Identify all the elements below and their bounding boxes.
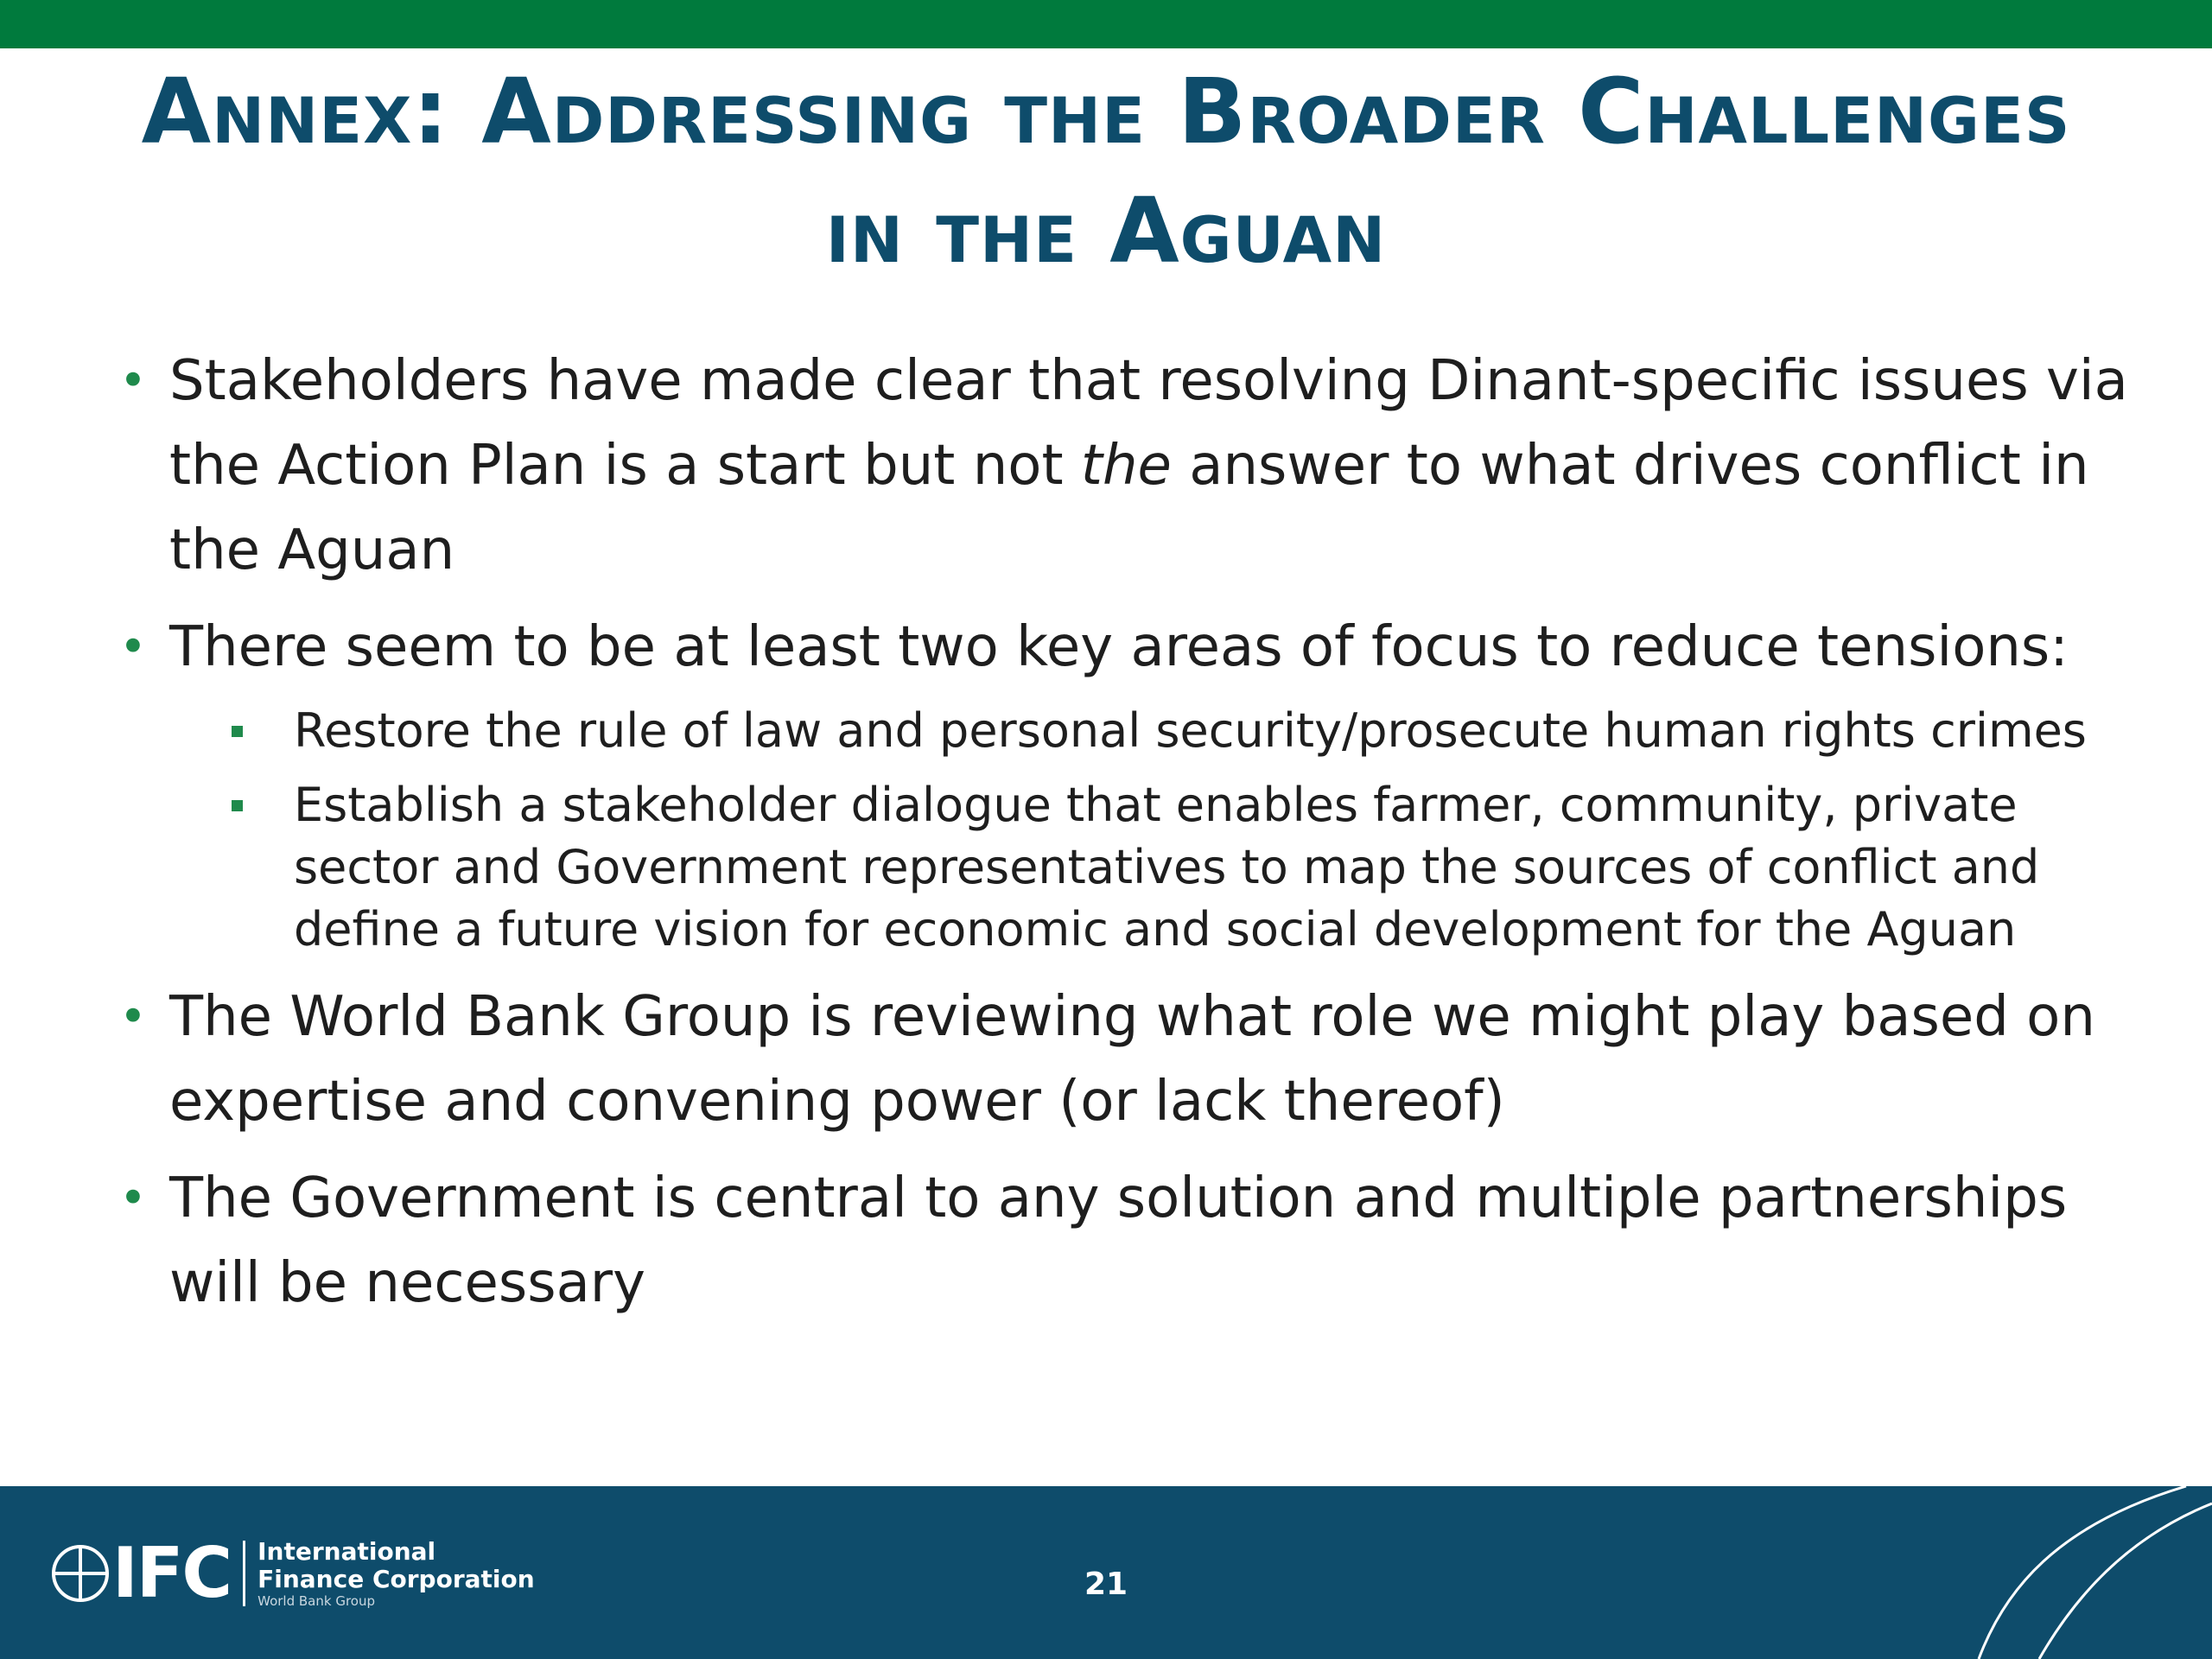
bullet-text-italic: the — [1080, 434, 1172, 498]
bullet-text: The Government is central to any solution and multiple partnerships will be necessary — [169, 1166, 2068, 1315]
slide-title — [0, 52, 2212, 290]
logo-divider — [243, 1541, 245, 1606]
slide-content — [114, 339, 2136, 1338]
logo-line-2: Finance Corporation — [257, 1565, 535, 1593]
square-bullet-icon — [232, 726, 243, 737]
top-accent-bar — [0, 0, 2212, 48]
sub-bullet-text: Establish a stakeholder dialogue that enables farmer, community, private sector and Government representatives to map the sources of conflict and define a future vision for economic and social development for the Aguan — [294, 778, 2040, 957]
footer-bar — [0, 1486, 2212, 1659]
bullet-item — [114, 605, 2136, 690]
sub-bullet-item — [114, 700, 2136, 762]
globe-icon — [52, 1545, 109, 1602]
logo-abbreviation: IFC — [112, 1533, 232, 1613]
sub-bullet-item — [114, 774, 2136, 961]
bullet-item — [114, 339, 2136, 593]
sub-bullet-text: Restore the rule of law and personal security/prosecute human rights crimes — [294, 703, 2087, 758]
sub-bullet-list — [114, 700, 2136, 961]
bullet-text: There seem to be at least two key areas of focus to reduce tensions: — [169, 615, 2069, 679]
bullet-text: Stakeholders have made clear that resolving Dinant-specific issues via the Action Plan is a start but not the answer to what drives conflict in the Aguan — [169, 349, 2128, 582]
logo-line-3: World Bank Group — [257, 1593, 375, 1609]
bullet-text: The World Bank Group is reviewing what role we might play based on expertise and convening power (or lack thereof) — [169, 985, 2095, 1134]
ifc-logo — [52, 1535, 535, 1612]
logo-line-1: International — [257, 1537, 436, 1566]
slide-title-line-2: in the Aguan — [825, 178, 1387, 283]
bullet-dot-icon: • — [119, 989, 147, 1044]
bullet-dot-icon: • — [119, 353, 147, 408]
square-bullet-icon — [232, 800, 243, 811]
decorative-swoosh — [1953, 1486, 2212, 1659]
slide-title-line-1: Annex: Addressing the Broader Challenges — [141, 59, 2071, 164]
page-number: 21 — [1084, 1567, 1128, 1602]
bullet-dot-icon: • — [119, 620, 147, 674]
bullet-item — [114, 1156, 2136, 1325]
logo-text — [257, 1538, 535, 1609]
bullet-item — [114, 975, 2136, 1144]
bullet-dot-icon: • — [119, 1171, 147, 1225]
